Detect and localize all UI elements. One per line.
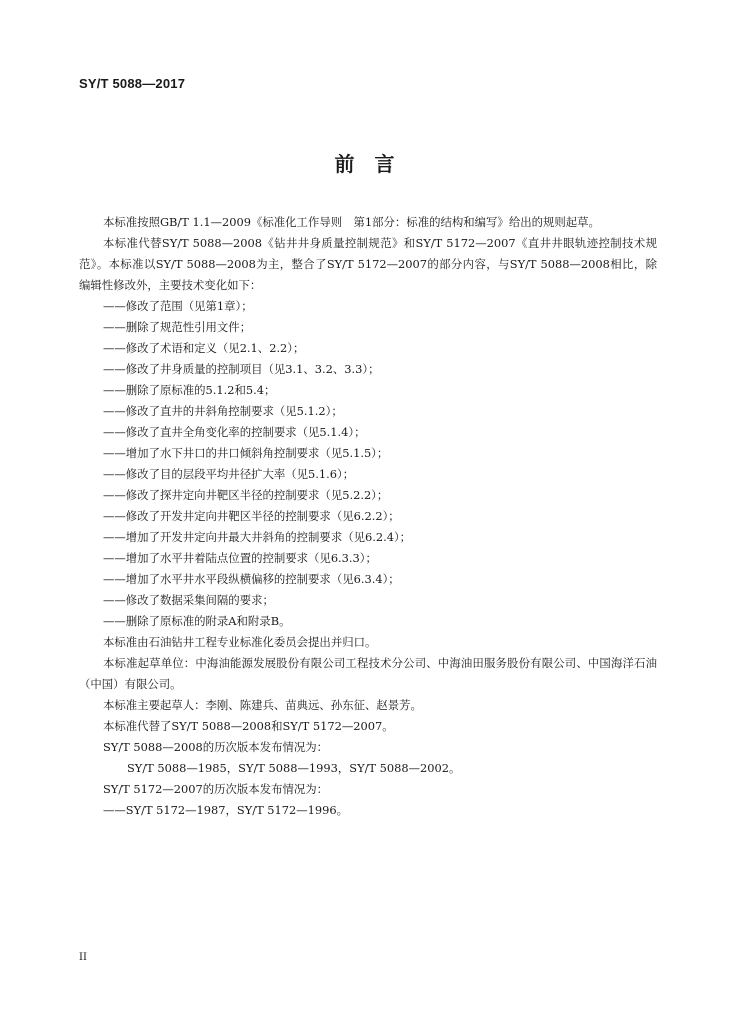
change-item: ——修改了目的层段平均井径扩大率（见5.1.6）；	[103, 467, 355, 481]
history-list-5172: ——SY/T 5172—1987，SY/T 5172—1996。	[103, 803, 349, 817]
change-item: ——修改了井身质量的控制项目（见3.1、3.2、3.3）；	[103, 362, 380, 376]
standard-number: SY/T 5088—2017	[79, 76, 186, 91]
paragraph-drafters: 本标准主要起草人：李刚、陈建兵、苗典远、孙东征、赵景芳。	[103, 698, 422, 712]
change-item: ——修改了开发井定向井靶区半径的控制要求（见6.2.2）；	[103, 509, 400, 523]
change-item: ——修改了探井定向井靶区半径的控制要求（见5.2.2）；	[103, 488, 389, 502]
foreword-body	[79, 212, 657, 821]
paragraph-history-heading-5088: SY/T 5088—2008的历次版本发布情况为：	[103, 740, 329, 754]
change-item: ——删除了原标准的附录A和附录B。	[103, 614, 291, 628]
change-item: ——修改了范围（见第1章）；	[103, 299, 253, 313]
paragraph-history-heading-5172: SY/T 5172—2007的历次版本发布情况为：	[103, 782, 329, 796]
paragraph-replacement: 本标准代替SY/T 5088—2008《钻井井身质量控制规范》和SY/T 5172—2007《直井井眼轨迹控制技术规范》。本标准以SY/T 5088—2008为主，整合了SY/T 5172—2007的部分内容，与SY/T 5088—2008相比，除编辑性修改外，主要技术变化如下：	[79, 236, 657, 292]
change-item: ——修改了数据采集间隔的要求；	[103, 593, 274, 607]
change-item: ——删除了原标准的5.1.2和5.4；	[103, 383, 276, 397]
paragraph-drafting-units: 本标准起草单位：中海油能源发展股份有限公司工程技术分公司、中海油田服务股份有限公司、中国海洋石油（中国）有限公司。	[79, 656, 657, 691]
page-title: 前 言	[334, 152, 395, 176]
history-list-5088: SY/T 5088—1985，SY/T 5088—1993，SY/T 5088—2002。	[127, 761, 461, 775]
change-item: ——增加了水下井口的井口倾斜角控制要求（见5.1.5）；	[103, 446, 389, 460]
change-item: ——增加了开发井定向井最大井斜角的控制要求（见6.2.4）；	[103, 530, 412, 544]
change-item: ——修改了直井的井斜角控制要求（见5.1.2）；	[103, 404, 343, 418]
change-item: ——修改了直井全角变化率的控制要求（见5.1.4）；	[103, 425, 366, 439]
paragraph-proposer: 本标准由石油钻井工程专业标准化委员会提出并归口。	[103, 635, 377, 649]
change-item: ——修改了术语和定义（见2.1、2.2）；	[103, 341, 305, 355]
page-number: II	[79, 952, 87, 963]
change-item: ——增加了水平井着陆点位置的控制要求（见6.3.3）；	[103, 551, 377, 565]
change-item: ——增加了水平井水平段纵横偏移的控制要求（见6.3.4）；	[103, 572, 400, 586]
change-item: ——删除了规范性引用文件；	[103, 320, 252, 334]
paragraph-drafting-rules: 本标准按照GB/T 1.1—2009《标准化工作导则 第1部分：标准的结构和编写》给出的规则起草。	[103, 215, 600, 229]
paragraph-replaces: 本标准代替了SY/T 5088—2008和SY/T 5172—2007。	[103, 719, 394, 733]
